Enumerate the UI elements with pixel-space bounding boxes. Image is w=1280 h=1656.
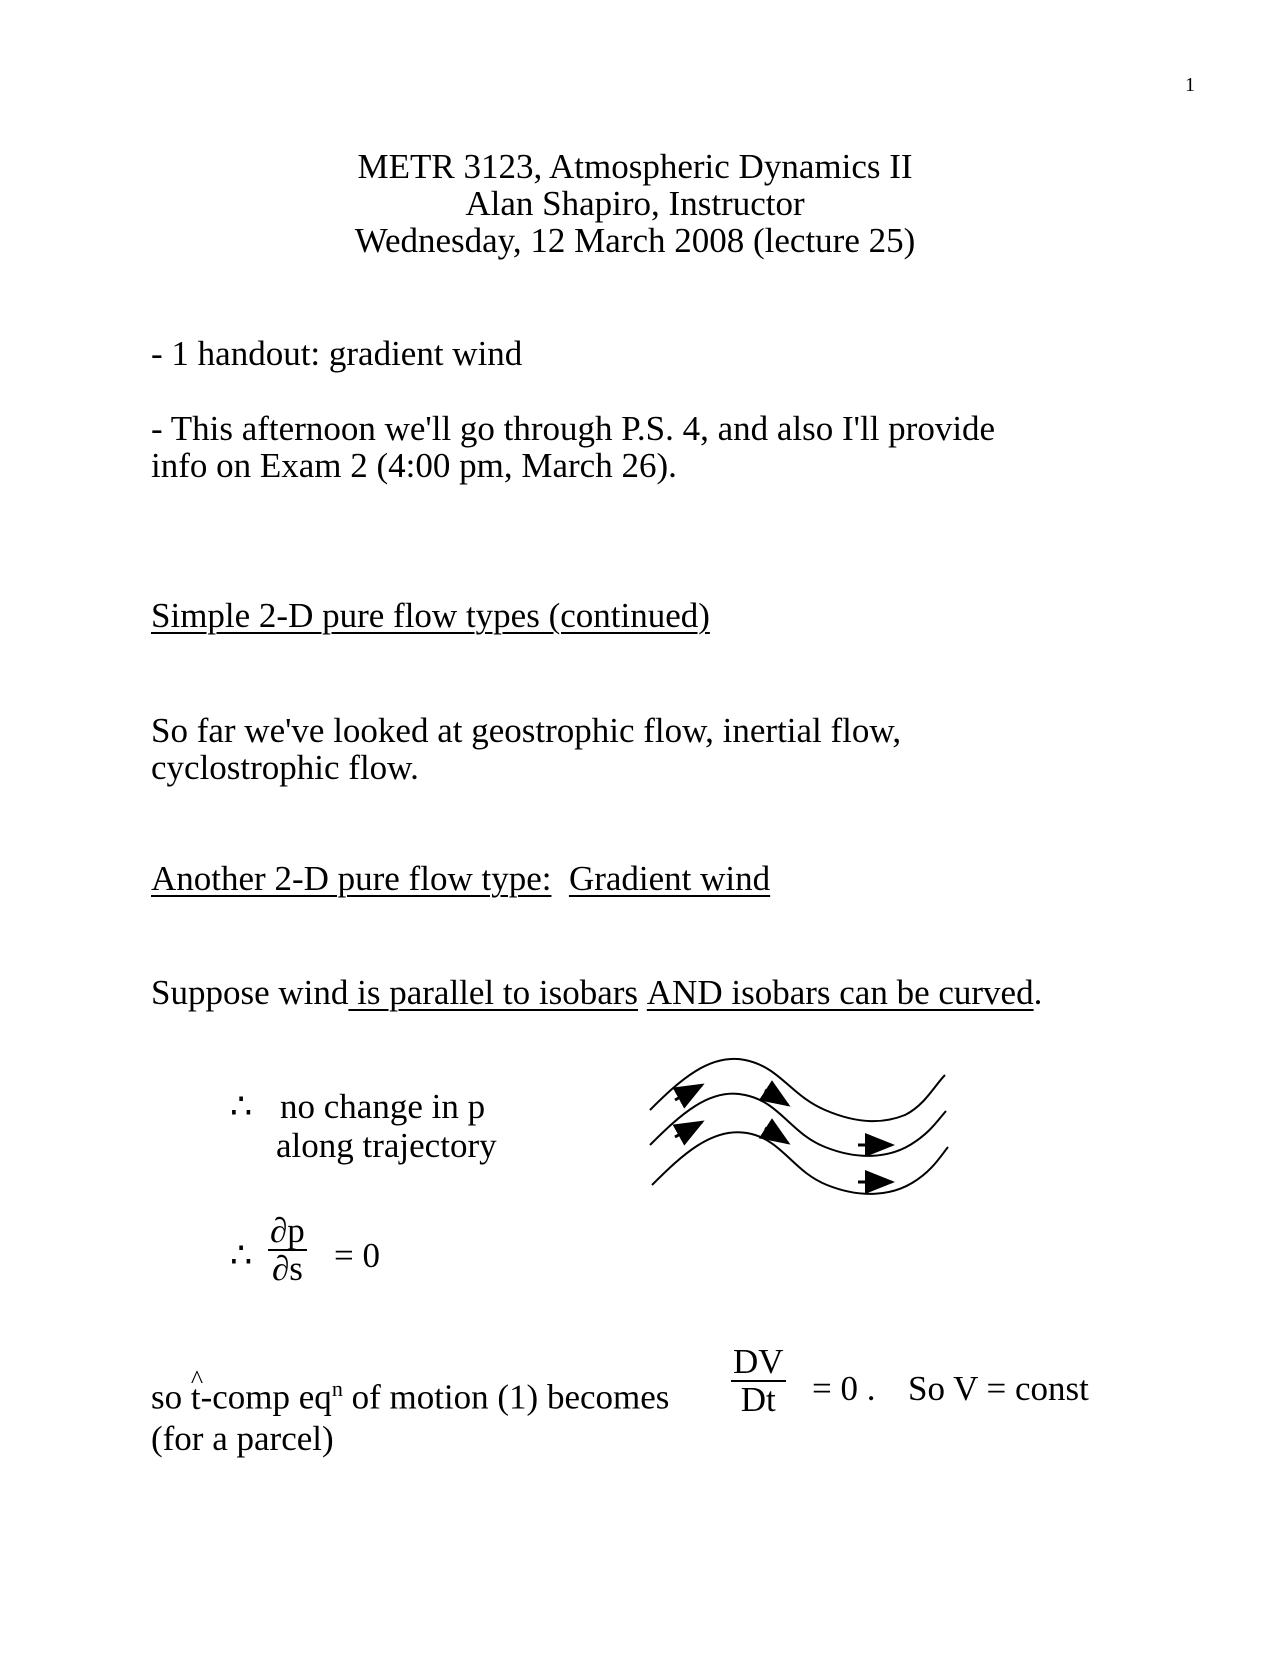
flow-types-text-line1: So far we've looked at geostrophic flow, inertial flow, — [151, 711, 902, 750]
no-change-line1: no change in p — [280, 1087, 486, 1126]
suppose-end: . — [1033, 973, 1043, 1012]
suppose-curved: AND isobars can be curved — [646, 973, 1034, 1012]
motion-equals-zero: = 0 . — [812, 1369, 876, 1408]
no-change-line2: along trajectory — [276, 1126, 497, 1165]
suppose-sentence — [151, 974, 1042, 1011]
motion-equation-line1 — [151, 1370, 669, 1416]
motion-prefix: so — [151, 1377, 183, 1417]
equals-zero: = 0 — [334, 1236, 380, 1275]
wind-arrow — [675, 1085, 702, 1100]
dv-numerator: DV — [733, 1342, 784, 1381]
suppose-prefix: Suppose wind — [151, 973, 349, 1012]
isobar-bottom — [652, 1132, 948, 1194]
for-a-parcel: (for a parcel) — [151, 1419, 334, 1458]
lecture-date: Wednesday, 12 March 2008 (lecture 25) — [354, 221, 916, 260]
section-heading-flow-types: Simple 2-D pure flow types (continued) — [151, 596, 710, 635]
partial-derivative — [268, 1213, 307, 1287]
afternoon-note-line2: info on Exam 2 (4:00 pm, March 26). — [151, 446, 677, 485]
section-heading-gradient-wind — [151, 860, 770, 897]
course-title: METR 3123, Atmospheric Dynamics II — [357, 147, 913, 186]
ds-denominator: ∂s — [271, 1249, 303, 1288]
dv-dt-fraction-wrap — [731, 1344, 786, 1418]
handout-note: - 1 handout: gradient wind — [151, 334, 523, 373]
heading-part1: Another 2-D pure flow type: — [151, 859, 552, 898]
instructor-line: Alan Shapiro, Instructor — [465, 184, 805, 223]
dv-dt-fraction — [731, 1344, 786, 1418]
curved-isobars-diagram — [640, 1045, 970, 1195]
therefore-symbol-2: ∴ — [230, 1236, 253, 1275]
heading-part2: Gradient wind — [568, 859, 771, 898]
therefore-symbol-1: ∴ — [230, 1087, 253, 1126]
afternoon-note-line1: - This afternoon we'll go through P.S. 4, and also I'll provide — [151, 409, 996, 448]
wind-arrow — [675, 1122, 702, 1137]
motion-sup: n — [331, 1376, 343, 1401]
dp-ds-fraction — [268, 1213, 307, 1287]
dt-denominator: Dt — [740, 1380, 776, 1419]
motion-comp: -comp eq — [200, 1377, 332, 1417]
suppose-parallel: is parallel to isobars — [348, 973, 639, 1012]
motion-middle: of motion (1) becomes — [342, 1377, 670, 1417]
t-hat-symbol: ^ t — [191, 1379, 201, 1416]
page-number: 1 — [1185, 74, 1195, 96]
lecture-header — [0, 148, 1270, 259]
flow-types-text-line2: cyclostrophic flow. — [151, 748, 419, 787]
wind-arrow — [765, 1090, 788, 1105]
dp-numerator: ∂p — [270, 1211, 305, 1250]
v-const: So V = const — [908, 1369, 1089, 1408]
